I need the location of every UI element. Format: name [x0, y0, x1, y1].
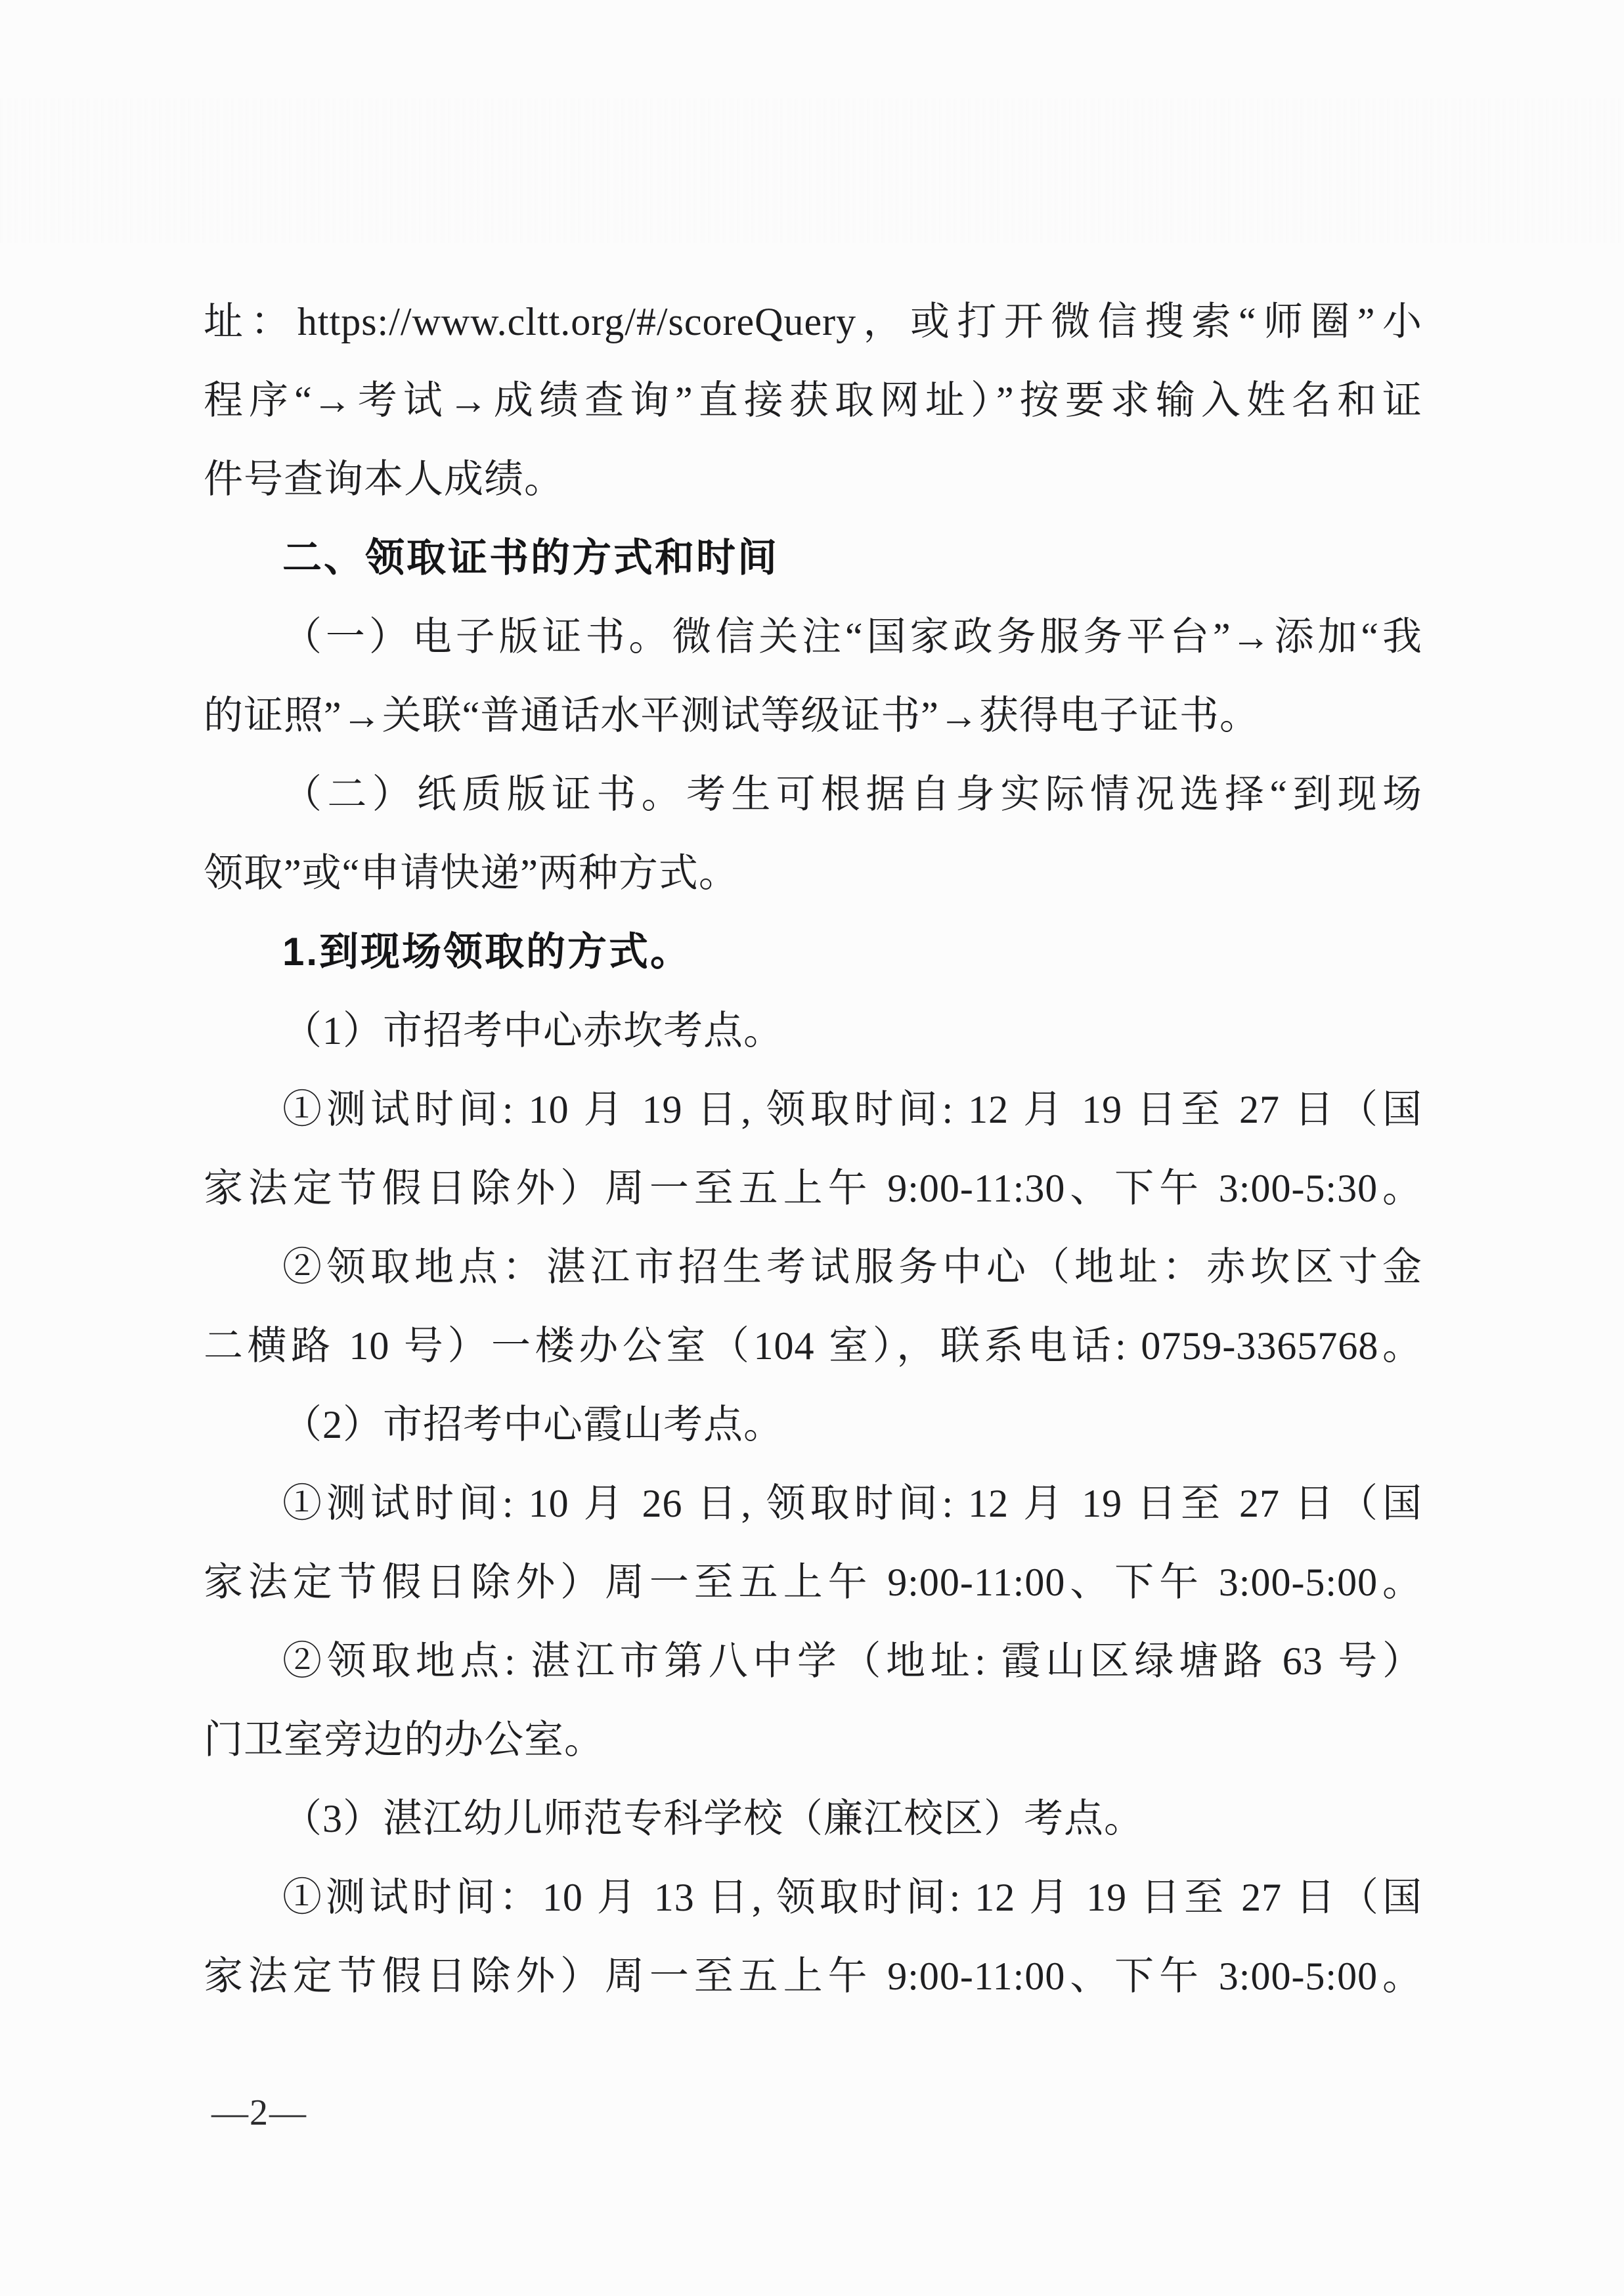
document-line: 二横路 10 号）一楼办公室（104 室），联系电话: 0759-3365768。: [204, 1324, 1422, 1368]
document-line: （1）市招考中心赤坎考点。: [282, 1009, 783, 1052]
document-line: 址：https://www.cltt.org/#/scoreQuery，或打开微信搜索“师圈”小: [204, 300, 1422, 343]
document-heading-line: 1.到现场领取的方式。: [282, 930, 692, 974]
document-line: ②领取地点：湛江市招生考试服务中心（地址：赤坎区寸金: [282, 1245, 1422, 1289]
document-line: 程序“→考试→成绩查询”直接获取网址）”按要求输入姓名和证: [204, 379, 1422, 422]
document-heading-line: 二、领取证书的方式和时间: [282, 536, 779, 580]
document-line: 家法定节假日除外）周一至五上午 9:00-11:00、下午 3:00-5:00。: [204, 1561, 1422, 1604]
document-line: （3）湛江幼儿师范专科学校（廉江校区）考点。: [282, 1797, 1144, 1840]
document-body: [204, 282, 1422, 2016]
document-line: ①测试时间：10 月 13 日, 领取时间: 12 月 19 日至 27 日（国: [282, 1876, 1422, 1919]
document-line: 的证照”→关联“普通话水平测试等级证书”→获得电子证书。: [204, 694, 1260, 737]
document-line: （2）市招考中心霞山考点。: [282, 1403, 783, 1446]
document-line: （二）纸质版证书。考生可根据自身实际情况选择“到现场: [282, 773, 1422, 816]
document-line: ①测试时间: 10 月 26 日, 领取时间: 12 月 19 日至 27 日（国: [282, 1482, 1422, 1525]
document-line: 领取”或“申请快递”两种方式。: [204, 852, 739, 895]
document-line: （一）电子版证书。微信关注“国家政务服务平台”→添加“我: [282, 615, 1422, 659]
document-line: ①测试时间: 10 月 19 日, 领取时间: 12 月 19 日至 27 日（国: [282, 1088, 1422, 1131]
document-line: 件号查询本人成绩。: [204, 458, 564, 501]
document-line: ②领取地点: 湛江市第八中学（地址: 霞山区绿塘路 63 号）: [282, 1639, 1422, 1683]
page-number: —2—: [211, 2092, 307, 2133]
document-line: 门卫室旁边的办公室。: [204, 1718, 604, 1762]
scan-noise-texture: [0, 98, 1624, 243]
document-line: 家法定节假日除外）周一至五上午 9:00-11:00、下午 3:00-5:00。: [204, 1955, 1422, 1998]
document-line: 家法定节假日除外）周一至五上午 9:00-11:30、下午 3:00-5:30。: [204, 1167, 1422, 1210]
